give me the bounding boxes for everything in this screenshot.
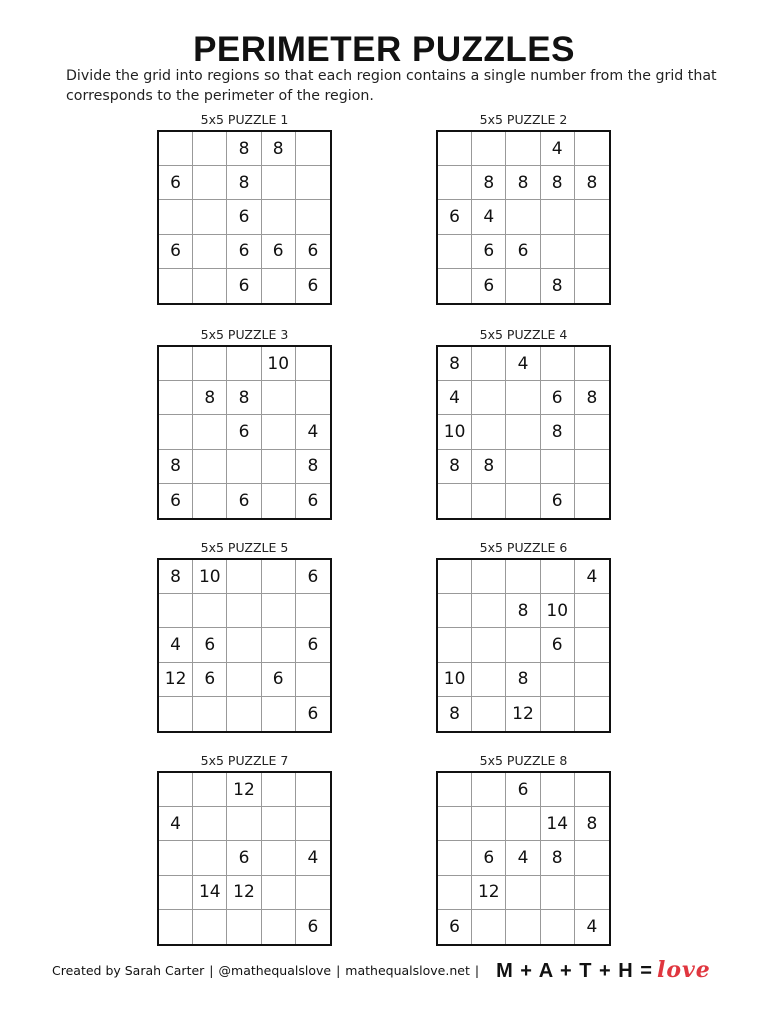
footer-site: mathequalslove.net [345, 962, 470, 978]
grid-cell[interactable] [472, 910, 506, 944]
grid-cell[interactable] [159, 773, 193, 807]
grid-cell[interactable] [541, 773, 575, 807]
grid-cell[interactable] [438, 594, 472, 628]
grid-cell[interactable]: 4 [575, 560, 609, 594]
brand-letters: M + A + T + H = [496, 960, 653, 982]
grid-cell[interactable]: 6 [262, 663, 296, 697]
grid-cell[interactable]: 12 [472, 876, 506, 910]
grid-cell[interactable] [193, 235, 227, 269]
grid-cell[interactable]: 6 [193, 663, 227, 697]
grid-cell[interactable]: 6 [227, 484, 261, 518]
grid-cell[interactable] [506, 560, 540, 594]
grid-cell[interactable] [472, 773, 506, 807]
puzzle-label: 5x5 PUZZLE 3 [200, 327, 289, 342]
grid-cell[interactable] [262, 807, 296, 841]
footer-separator: | [336, 962, 341, 978]
grid-cell[interactable] [575, 415, 609, 449]
grid-cell[interactable] [575, 200, 609, 234]
instructions: Divide the grid into regions so that each region contains a single number from the grid that corresponds to the perimeter of the region. [66, 68, 717, 104]
grid-cell[interactable]: 6 [307, 703, 319, 724]
puzzle-label: 5x5 PUZZLE 1 [200, 112, 289, 127]
grid-cell[interactable] [575, 269, 609, 303]
grid-cell[interactable]: 6 [227, 841, 261, 875]
grid-cell[interactable] [262, 910, 296, 944]
grid-cell[interactable]: 6 [506, 235, 540, 269]
grid-cell[interactable] [541, 910, 575, 944]
grid-cell[interactable] [575, 132, 609, 166]
grid-cell[interactable]: 8 [541, 166, 575, 200]
grid-cell[interactable] [506, 628, 540, 662]
puzzle-5 [157, 538, 332, 733]
grid-cell[interactable]: 8 [227, 132, 261, 166]
grid-cell[interactable] [438, 484, 472, 518]
grid-cell[interactable] [541, 347, 575, 381]
grid-cell[interactable] [575, 347, 609, 381]
grid-cell[interactable] [262, 450, 296, 484]
grid-cell[interactable]: 4 [159, 628, 193, 662]
grid-cell[interactable] [296, 166, 330, 200]
grid-cell[interactable] [159, 347, 193, 381]
grid-cell[interactable] [193, 773, 227, 807]
grid-cell[interactable] [159, 132, 193, 166]
grid-cell[interactable] [472, 697, 506, 731]
grid-cell[interactable]: 6 [307, 490, 319, 511]
grid-cell[interactable]: 8 [438, 450, 472, 484]
grid-cell[interactable] [262, 697, 296, 731]
grid-cell[interactable]: 6 [227, 269, 261, 303]
grid-cell[interactable]: 6 [438, 200, 472, 234]
grid-cell[interactable] [227, 807, 261, 841]
puzzle-label: 5x5 PUZZLE 5 [200, 540, 289, 555]
grid-cell[interactable] [159, 594, 193, 628]
grid-cell[interactable] [296, 381, 330, 415]
grid-cell[interactable] [262, 269, 296, 303]
grid-cell[interactable] [159, 200, 193, 234]
grid-cell[interactable] [193, 347, 227, 381]
brand-logo [496, 957, 711, 983]
grid-cell[interactable] [159, 876, 193, 910]
grid-cell[interactable] [296, 594, 330, 628]
puzzle-grid [436, 345, 611, 520]
grid-cell[interactable] [296, 347, 330, 381]
grid-cell[interactable] [575, 450, 609, 484]
grid-cell[interactable] [262, 415, 296, 449]
footer-separator: | [474, 962, 480, 978]
grid-cell[interactable] [506, 807, 540, 841]
grid-cell[interactable]: 12 [227, 773, 261, 807]
grid-cell[interactable] [575, 484, 609, 518]
footer-separator: | [209, 962, 214, 978]
grid-cell[interactable] [227, 347, 261, 381]
grid-cell[interactable] [506, 484, 540, 518]
grid-cell[interactable] [262, 628, 296, 662]
grid-cell[interactable] [159, 269, 193, 303]
grid-cell[interactable] [506, 450, 540, 484]
grid-cell[interactable] [575, 841, 609, 875]
grid-cell[interactable] [506, 269, 540, 303]
puzzle-grid [157, 558, 332, 733]
grid-cell[interactable] [472, 560, 506, 594]
grid-cell[interactable]: 6 [472, 235, 506, 269]
grid-cell[interactable] [296, 876, 330, 910]
grid-cell[interactable] [193, 200, 227, 234]
grid-cell[interactable]: 6 [541, 484, 575, 518]
grid-cell[interactable] [159, 415, 193, 449]
grid-cell[interactable] [262, 381, 296, 415]
grid-cell[interactable] [541, 663, 575, 697]
grid-cell[interactable] [575, 628, 609, 662]
grid-cell[interactable]: 8 [262, 132, 296, 166]
grid-cell[interactable]: 6 [438, 910, 472, 944]
puzzle-1 [157, 110, 332, 305]
grid-cell[interactable]: 10 [193, 560, 227, 594]
grid-cell[interactable] [472, 415, 506, 449]
brand-love: love [656, 957, 711, 983]
puzzle-label: 5x5 PUZZLE 7 [200, 753, 289, 768]
grid-cell[interactable]: 4 [541, 132, 575, 166]
grid-cell[interactable] [227, 910, 261, 944]
puzzle-grid [157, 130, 332, 305]
puzzle-6 [436, 538, 611, 733]
grid-cell[interactable]: 8 [227, 166, 261, 200]
grid-cell[interactable]: 6 [472, 269, 506, 303]
grid-cell[interactable] [262, 166, 296, 200]
grid-cell[interactable] [227, 560, 261, 594]
grid-cell[interactable] [296, 807, 330, 841]
grid-cell[interactable]: 4 [438, 381, 472, 415]
grid-cell[interactable]: 6 [227, 235, 261, 269]
grid-cell[interactable]: 6 [506, 773, 540, 807]
grid-cell[interactable] [438, 773, 472, 807]
grid-cell[interactable] [193, 415, 227, 449]
grid-cell[interactable] [438, 166, 472, 200]
grid-cell[interactable] [193, 484, 227, 518]
grid-cell[interactable] [227, 594, 261, 628]
grid-cell[interactable] [506, 381, 540, 415]
grid-cell[interactable] [438, 132, 472, 166]
grid-cell[interactable]: 6 [262, 235, 296, 269]
grid-cell[interactable]: 8 [159, 560, 193, 594]
puzzle-grid [157, 345, 332, 520]
grid-cell[interactable] [227, 628, 261, 662]
grid-cell[interactable] [472, 381, 506, 415]
grid-cell[interactable] [541, 235, 575, 269]
grid-cell[interactable]: 8 [438, 347, 472, 381]
grid-cell[interactable]: 10 [541, 594, 575, 628]
grid-cell[interactable] [575, 876, 609, 910]
grid-cell[interactable] [193, 841, 227, 875]
puzzle-7 [157, 751, 332, 946]
grid-cell[interactable] [227, 450, 261, 484]
grid-cell[interactable] [262, 200, 296, 234]
grid-cell[interactable]: 6 [307, 275, 319, 296]
grid-cell[interactable]: 10 [438, 415, 472, 449]
grid-cell[interactable] [159, 697, 193, 731]
grid-cell[interactable] [438, 269, 472, 303]
grid-cell[interactable] [438, 235, 472, 269]
grid-cell[interactable] [506, 910, 540, 944]
grid-cell[interactable] [438, 876, 472, 910]
grid-cell[interactable] [296, 663, 330, 697]
grid-cell[interactable]: 6 [296, 628, 330, 662]
grid-cell[interactable]: 4 [506, 841, 540, 875]
grid-cell[interactable]: 10 [262, 347, 296, 381]
grid-cell[interactable] [541, 697, 575, 731]
puzzle-label: 5x5 PUZZLE 2 [479, 112, 568, 127]
grid-cell[interactable]: 8 [541, 841, 575, 875]
puzzle-3 [157, 325, 332, 520]
grid-cell[interactable]: 12 [159, 663, 193, 697]
grid-cell[interactable] [506, 415, 540, 449]
grid-cell[interactable] [472, 663, 506, 697]
grid-cell[interactable]: 6 [296, 235, 330, 269]
grid-cell[interactable] [438, 841, 472, 875]
grid-cell[interactable]: 10 [438, 663, 472, 697]
grid-cell[interactable]: 6 [227, 200, 261, 234]
grid-cell[interactable] [541, 200, 575, 234]
grid-cell[interactable] [438, 628, 472, 662]
grid-cell[interactable] [262, 594, 296, 628]
grid-cell[interactable] [193, 594, 227, 628]
grid-cell[interactable] [438, 560, 472, 594]
grid-cell[interactable] [227, 697, 261, 731]
grid-cell[interactable] [262, 560, 296, 594]
grid-cell[interactable]: 8 [193, 381, 227, 415]
grid-cell[interactable] [506, 876, 540, 910]
grid-cell[interactable] [575, 663, 609, 697]
grid-cell[interactable]: 8 [575, 807, 609, 841]
grid-cell[interactable]: 8 [506, 594, 540, 628]
grid-cell[interactable] [262, 841, 296, 875]
grid-cell[interactable]: 8 [159, 450, 193, 484]
page-title: PERIMETER PUZZLES [193, 30, 575, 69]
grid-cell[interactable] [472, 132, 506, 166]
grid-cell[interactable] [193, 132, 227, 166]
footer [52, 958, 711, 982]
grid-cell[interactable]: 8 [472, 450, 506, 484]
grid-cell[interactable] [262, 484, 296, 518]
grid-cell[interactable] [193, 807, 227, 841]
grid-cell[interactable]: 6 [227, 415, 261, 449]
grid-cell[interactable]: 4 [506, 347, 540, 381]
grid-cell[interactable]: 6 [541, 381, 575, 415]
grid-cell[interactable]: 12 [506, 697, 540, 731]
grid-cell[interactable] [159, 381, 193, 415]
grid-cell[interactable] [159, 910, 193, 944]
grid-cell[interactable]: 8 [227, 381, 261, 415]
grid-cell[interactable] [541, 560, 575, 594]
grid-cell[interactable] [472, 484, 506, 518]
puzzle-label: 5x5 PUZZLE 8 [479, 753, 568, 768]
grid-cell[interactable] [193, 269, 227, 303]
footer-credit: Created by Sarah Carter [52, 962, 205, 978]
puzzle-label: 5x5 PUZZLE 4 [479, 327, 568, 342]
grid-cell[interactable] [193, 166, 227, 200]
grid-cell[interactable]: 4 [296, 415, 330, 449]
grid-cell[interactable] [472, 347, 506, 381]
grid-cell[interactable]: 4 [159, 807, 193, 841]
grid-cell[interactable]: 8 [575, 381, 609, 415]
grid-cell[interactable]: 6 [159, 484, 193, 518]
grid-cell[interactable]: 6 [159, 166, 193, 200]
grid-cell[interactable]: 8 [438, 697, 472, 731]
grid-cell[interactable] [472, 594, 506, 628]
puzzle-8 [436, 751, 611, 946]
grid-cell[interactable] [438, 807, 472, 841]
grid-cell[interactable] [159, 841, 193, 875]
grid-cell[interactable]: 4 [472, 200, 506, 234]
grid-cell[interactable]: 8 [296, 450, 330, 484]
puzzle-label: 5x5 PUZZLE 6 [479, 540, 568, 555]
puzzle-2 [436, 110, 611, 305]
grid-cell[interactable]: 6 [541, 628, 575, 662]
puzzle-4 [436, 325, 611, 520]
grid-cell[interactable]: 6 [307, 916, 319, 937]
grid-cell[interactable] [193, 910, 227, 944]
grid-cell[interactable] [262, 773, 296, 807]
grid-cell[interactable]: 8 [472, 166, 506, 200]
puzzle-grid [157, 771, 332, 946]
grid-cell[interactable]: 14 [541, 807, 575, 841]
grid-cell[interactable]: 4 [586, 916, 598, 937]
grid-cell[interactable]: 6 [472, 841, 506, 875]
grid-cell[interactable] [575, 235, 609, 269]
grid-cell[interactable] [575, 697, 609, 731]
grid-cell[interactable]: 8 [506, 663, 540, 697]
puzzle-grid [436, 130, 611, 305]
grid-cell[interactable]: 8 [541, 415, 575, 449]
grid-cell[interactable] [296, 132, 330, 166]
grid-cell[interactable]: 6 [296, 560, 330, 594]
footer-handle: @mathequalslove [218, 962, 332, 978]
grid-cell[interactable]: 4 [296, 841, 330, 875]
grid-cell[interactable] [472, 807, 506, 841]
grid-cell[interactable] [296, 200, 330, 234]
grid-cell[interactable]: 12 [227, 876, 261, 910]
grid-cell[interactable] [575, 773, 609, 807]
grid-cell[interactable] [472, 628, 506, 662]
grid-cell[interactable] [296, 773, 330, 807]
grid-cell[interactable]: 8 [506, 166, 540, 200]
grid-cell[interactable] [262, 876, 296, 910]
grid-cell[interactable] [506, 132, 540, 166]
grid-cell[interactable] [193, 450, 227, 484]
grid-cell[interactable] [506, 200, 540, 234]
grid-cell[interactable]: 14 [193, 876, 227, 910]
grid-cell[interactable]: 8 [541, 269, 575, 303]
puzzle-grid [436, 771, 611, 946]
grid-cell[interactable] [227, 663, 261, 697]
grid-cell[interactable]: 6 [159, 235, 193, 269]
grid-cell[interactable]: 8 [575, 166, 609, 200]
grid-cell[interactable] [575, 594, 609, 628]
puzzle-grid [436, 558, 611, 733]
grid-cell[interactable] [541, 876, 575, 910]
grid-cell[interactable] [541, 450, 575, 484]
grid-cell[interactable] [193, 697, 227, 731]
grid-cell[interactable]: 6 [193, 628, 227, 662]
